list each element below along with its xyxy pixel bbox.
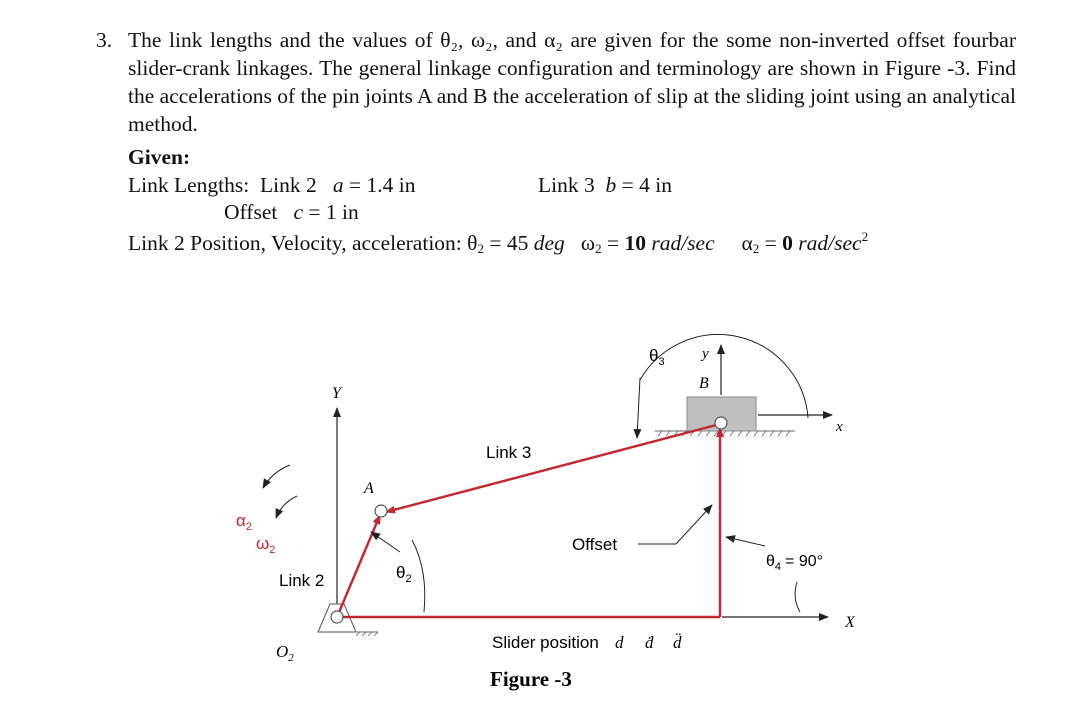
omega-eq: = <box>606 231 620 255</box>
theta4-arc <box>795 582 800 612</box>
label-alpha2: $\alpha_2$ <box>236 511 252 533</box>
label-theta3: $\theta_3$ <box>649 346 665 368</box>
alpha-sub: 2 <box>752 241 760 256</box>
theta4-arrow <box>726 537 765 546</box>
alpha-value: 0 <box>782 231 793 255</box>
label-d: d <box>615 633 624 652</box>
alpha2-arrow <box>263 465 290 488</box>
alpha-unit-sup: 2 <box>861 229 869 244</box>
pin-b <box>715 417 727 429</box>
theta2-arc <box>412 540 425 612</box>
label-offset: Offset <box>572 535 618 554</box>
label-B: B <box>699 375 709 392</box>
link3-var: b <box>605 173 617 197</box>
alpha-unit: rad/sec <box>798 231 862 255</box>
link3-value: = 4 in <box>621 173 672 197</box>
label-X: X <box>845 614 855 631</box>
link2-value: = 1.4 in <box>348 173 416 197</box>
omega-unit: rad/sec <box>651 231 715 255</box>
motion-label: Link 2 Position, Velocity, acceleration: <box>128 231 462 255</box>
label-y: y <box>702 346 709 362</box>
link3-label: Link 3 <box>538 173 595 197</box>
link2-vector <box>337 515 380 617</box>
label-A: A <box>364 480 374 497</box>
given-title: Given: <box>128 145 191 169</box>
alpha-eq: = <box>764 231 777 255</box>
alpha-sym: α <box>741 231 753 255</box>
link2-label: Link 2 <box>259 173 317 197</box>
theta-sub: 2 <box>477 241 484 256</box>
offset-var: c <box>293 200 304 224</box>
pin-a <box>375 505 387 517</box>
ground-pivot <box>318 604 378 636</box>
label-link2: Link 2 <box>279 571 325 590</box>
pin-o2 <box>331 611 343 623</box>
figure-caption: Figure -3 <box>490 667 572 691</box>
link2-var: a <box>332 173 344 197</box>
offset-value: = 1 in <box>308 200 359 224</box>
theta-sym: θ <box>467 231 478 255</box>
omega-sym: ω <box>580 231 596 255</box>
label-theta4: $\theta_4 = 90^\circ$ <box>766 553 824 573</box>
problem-text: The link lengths and the values of θ₂, ω₂, and α₂ are given for the some non-inverted offset fourbar slider-crank linkages. The general linkage configuration and terminology are shown in Figure -3. Find the accelerations of the pin joints A and B the acceleration of slip at the sliding joint using an analytical method. <box>128 28 1016 136</box>
omega-sub: 2 <box>595 241 602 256</box>
offset-label: Offset <box>224 200 278 224</box>
label-Y: Y <box>332 385 341 402</box>
label-theta2: $\theta_2$ <box>396 563 412 585</box>
link3-vector <box>386 424 720 512</box>
offset-leader-2 <box>676 505 712 544</box>
label-slider-position: Slider position <box>492 633 599 652</box>
label-d-ddot: d̈ <box>673 633 682 652</box>
label-omega2: $\omega_2$ <box>256 534 276 556</box>
label-x: x <box>836 419 843 435</box>
label-d-dot: ḋ <box>645 633 654 652</box>
theta-unit: deg <box>533 231 565 255</box>
omega2-arrow <box>276 496 297 518</box>
lengths-label: Link Lengths: <box>128 173 250 197</box>
omega-value: 10 <box>624 231 646 255</box>
theta-value: = 45 <box>489 231 529 255</box>
theta3-arrow <box>637 378 640 438</box>
problem-number: 3. <box>96 28 113 52</box>
label-O2: $O_2$ <box>276 642 294 664</box>
theta2-arrow <box>371 532 400 552</box>
label-link3: Link 3 <box>486 443 532 462</box>
